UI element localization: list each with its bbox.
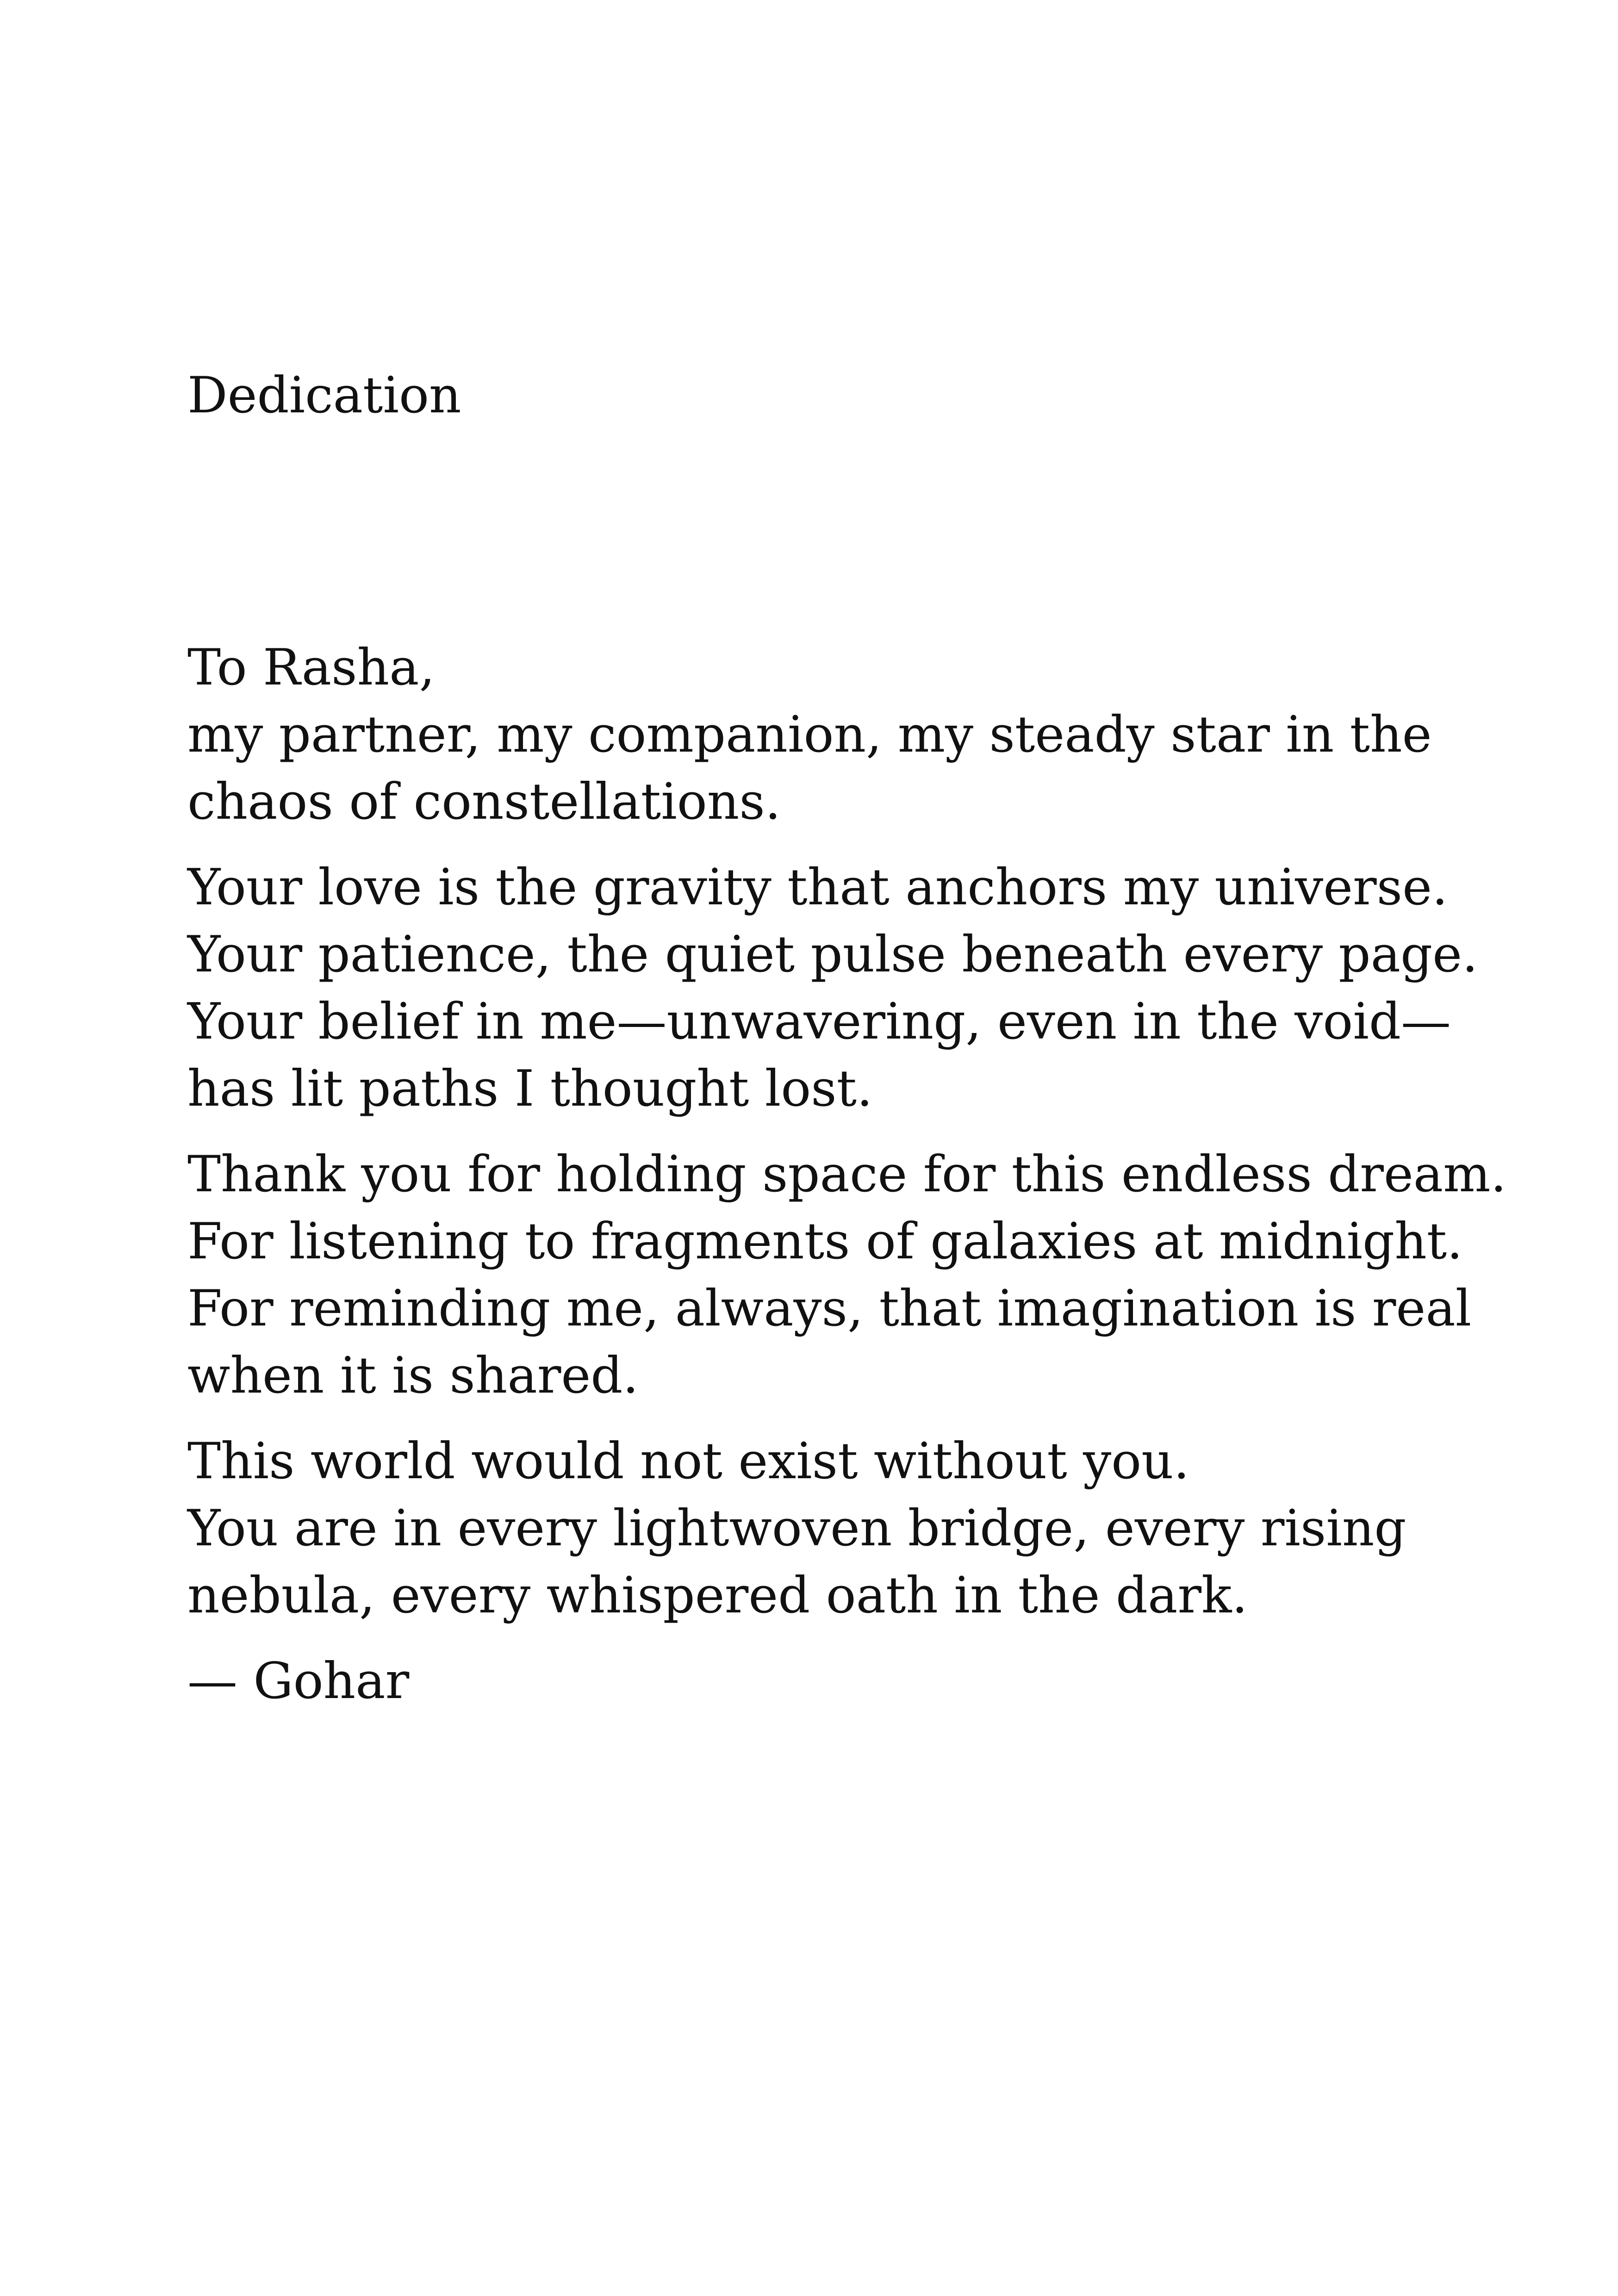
paragraph-closing: [187, 1428, 1567, 1629]
text-line: For reminding me, always, that imagination is real: [187, 1280, 1472, 1338]
text-line: nebula, every whispered oath in the dark.: [187, 1567, 1248, 1624]
text-line: has lit paths I thought lost.: [187, 1060, 873, 1118]
paragraph-love: [187, 854, 1567, 1122]
text-line: chaos of constellations.: [187, 773, 781, 831]
paragraph-address: [187, 634, 1567, 835]
text-line: Your love is the gravity that anchors my universe.: [187, 859, 1448, 916]
text-line: To Rasha,: [187, 639, 435, 697]
text-line: For listening to fragments of galaxies at midnight.: [187, 1213, 1463, 1270]
paragraph-thanks: [187, 1141, 1567, 1409]
signature: [187, 1648, 1567, 1715]
text-line: This world would not exist without you.: [187, 1432, 1190, 1490]
signature-text: — Gohar: [187, 1652, 410, 1710]
page-title: Dedication: [187, 367, 461, 424]
text-line: Your belief in me—unwavering, even in the void—: [187, 993, 1451, 1051]
dedication-text: [187, 634, 1567, 1733]
text-line: You are in every lightwoven bridge, every rising: [187, 1500, 1406, 1557]
text-line: Thank you for holding space for this endless dream.: [187, 1145, 1506, 1203]
text-line: Your patience, the quiet pulse beneath every page.: [187, 926, 1478, 983]
text-line: my partner, my companion, my steady star in the: [187, 706, 1432, 764]
text-line: when it is shared.: [187, 1347, 639, 1405]
